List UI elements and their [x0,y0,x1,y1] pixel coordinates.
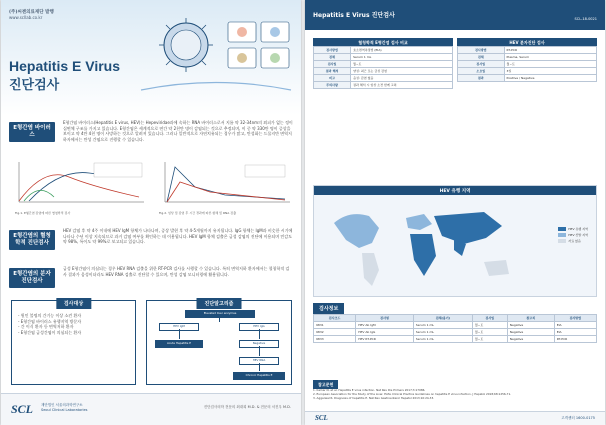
world-map [324,198,524,293]
target-item: - 간 이식 환자 등 면역저하 환자 [18,324,74,329]
row-label: 비고 [314,75,351,82]
page2-scl-logo: SCL [315,414,328,422]
legend-swatch [558,233,566,237]
references-list [313,389,597,400]
footer-org [41,403,88,413]
legend-label: HEV 유행 지역 [568,227,588,231]
row-value: 양성: 최근 또는 급성 감염 [351,68,453,75]
row-label: 주의사항 [314,82,351,89]
section-text-virus: E형간염 바이러스(Hepatitis E virus, HEV)는 Hepeviridae과에 속하는 RNA 바이러스로서 지름 약 32-34nm의 외피가 없는 정이십면체 구조를 가지고 있습니다. E형간염은 세계적으로 연간 약 2천만 명이 감염되는 것으로 추정되며, 이 중 약 330만 명이 증상을 보이고 약 4만 4천 명이 사망하는 것으로 알려져 있습니다. 그러나 일반적으로 자연치유되는 경우가 많고, 만성화는 드물지만 면역저하자에서는 만성 간염으로 진행할 수 있습니다. [63,120,293,142]
figure-2-chart [155,157,295,209]
target-box-title: 검사대상 [56,298,91,309]
target-item: - 원인 불명의 간기능 이상 소견 환자 [18,313,82,318]
row-value: 3일 [504,68,596,75]
table-molecular-title: HEV 분자진단 검사 [457,38,597,47]
figure-area [9,157,293,219]
row-label: 검사방법 [314,47,351,54]
publisher-name: (주)씨젠의료재단 발행 [9,10,54,15]
table-row [458,75,597,82]
table-row [458,61,597,68]
footer-org-en: Seoul Clinical Laboratories [41,408,88,412]
cell: HEV RT-PCR [356,336,414,343]
table-row [314,75,453,82]
cell: HEV Ab IgM [356,322,414,329]
row-label: 결과 해석 [314,68,351,75]
cell: Serum 1 mL [413,329,472,336]
column-header: 검사코드 [314,315,356,322]
section-tag-serology: E형간염의 혈청학적 진단검사 [9,230,55,250]
reference-item: 1. Kamar N, et al. Hepatitis E virus infection. Nat Rev Dis Primers 2017;3:17086. [313,388,426,392]
target-list [18,313,81,335]
footer-org-ko: 재단법인 서울의과학연구소 [41,403,83,407]
row-value: 음성: 감염 없음 [351,75,453,82]
world-map-box [313,185,597,297]
virus-illustration [136,10,296,100]
column-header: 참고치 [507,315,554,322]
cell: 9833 [314,336,356,343]
row-value: 결과 해석 시 임상 소견 함께 고려 [351,82,453,89]
section-tag-molecular: E형간염의 분자진단검사 [9,268,55,288]
flow-connector [179,329,180,339]
legend-swatch [558,239,566,243]
legend-swatch [558,227,566,231]
target-item: - E형간염 바이러스 유행지역 방문자 [18,318,82,324]
references-title: 참고문헌 [313,380,338,389]
column-header: 검체(용기) [413,315,472,322]
target-box [11,300,136,385]
table-serology [313,46,453,89]
figure-1-chart [9,157,149,209]
cell: 월~토 [472,329,507,336]
cell: 월~토 [472,322,507,329]
cell: HEV Ab IgG [356,329,414,336]
flow-node-acute: Acute Hepatitis E [155,340,203,348]
target-item: - E형간염 급성간염이 의심되는 환자 [18,329,82,335]
exam-info-table [313,314,597,343]
page2-phone: 고객센터 1600-0175 [561,416,595,420]
table-row [458,47,597,54]
exam-info-title: 검사정보 [313,303,344,314]
page-back [305,0,605,425]
section-text-serology: HEV 감염 후 약 4주 이내에 HEV IgM 항체가 나타나며, 증상 발현 후 약 4-5개월까지 유지됩니다. IgG 항체는 IgM과 비슷한 시기에 나타나 수년 이상 지속되므로 과거 감염 여부를 확인하는 데 이용됩니다. HEV IgM 항체 검출은 급성 감염의 진단에 이용되며 민감도 약 98%, 특이도 약 99%로 보고되고 있습니다. [63,228,293,244]
row-value: 효소면역측정법 (EIA) [351,47,453,54]
table-row [458,54,597,61]
row-value: Serum 1 mL [351,54,453,61]
row-label: 결과 [458,75,505,82]
scl-logo: SCL [11,402,34,416]
reference-item: 2. European Association for the Study of the Liver. EASL Clinical Practice Guidelines on hepatitis E virus infection. J Hepatol 2018;68:1256-71. [313,391,512,396]
cell: Serum 1 mL [413,322,472,329]
table-molecular [457,46,597,82]
algorithm-box-title: 진단알고리즘 [197,298,242,309]
page-front [1,0,301,425]
flow-connector [259,329,260,339]
table-row [314,322,597,329]
title-english: Hepatitis E Virus [9,58,121,74]
flow-node-igm: HEV IgM [159,323,199,331]
cell: 9831 [314,322,356,329]
section-text-molecular: 급성 E형간염이 의심되는 경우 HEV RNA 검출을 위한 RT-PCR 검사를 시행할 수 있습니다. 특히 면역저하 환자에서는 혈청학적 검사 결과가 음성이더라도 HEV RNA 검출로 진단할 수 있으며, 만성 감염 모니터링에 활용됩니다. [63,266,290,277]
map-title: HEV 유행 지역 [314,186,596,195]
section-tag-virus: E형간염 바이러스 [9,122,55,142]
table-row [314,54,453,61]
table-row [314,47,453,54]
figure-1-caption: Fig.1. E형간염 감염에 따른 혈청학적 검사 [15,211,71,215]
cell: Negative [507,336,554,343]
flow-node-rna: HEV RNA [239,357,279,365]
cell: RT-PCR [554,336,596,343]
table-row [314,336,597,343]
title-korean: 진단검사 [9,78,60,93]
flow-node-start: Elevated liver enzymes [185,310,255,318]
table-row [314,61,453,68]
flow-connector [259,346,260,356]
reference-item: 3. Aggarwal R. Diagnosis of hepatitis E. Nat Rev Gastroenterol Hepatol 2013;10:24-33. [313,395,435,400]
cell: EIA [554,322,596,329]
row-label: 검체 [458,54,505,61]
table-serology-title: 혈청학적 E형간염 검사 비교 [313,38,453,47]
row-label: 검사일 [314,61,351,68]
legend-label: HEV 산발 지역 [568,233,588,237]
footer-authors: 진단검사의학 전문의 최대희 M.D. & 전문의 서진우 M.D. [203,405,291,409]
row-value: 월~토 [351,61,453,68]
figure-2-caption: Fig.2. 임상 및 감염 후 시간 경과에 따른 항체 및 RNA 검출 [159,211,237,215]
legend-label: 자료 없음 [568,239,581,243]
row-label: 소요일 [458,68,505,75]
cell: Serum 1 mL [413,336,472,343]
table-row [314,82,453,89]
cell: Negative [507,322,554,329]
table-row [458,68,597,75]
cell: EIA [554,329,596,336]
cell: Negative [507,329,554,336]
table-header-row [314,315,597,322]
row-value: Plasma, Serum [504,54,596,61]
footer [1,393,301,425]
column-header: 검사방법 [554,315,596,322]
row-value: Positive / Negative [504,75,596,82]
cell: 월~토 [472,336,507,343]
row-value: 월~토 [504,61,596,68]
row-label: 검체 [314,54,351,61]
flow-node-igg: HEV IgG [239,323,279,331]
page2-title: Hepatitis E Virus 진단검사 [313,12,395,19]
flow-connector [259,363,260,371]
page2-header [305,0,605,30]
row-label: 검사방법 [458,47,505,54]
column-header: 검사명 [356,315,414,322]
legend-item [558,238,588,244]
flow-node-chronic: Chronic Hepatitis E [233,372,285,380]
column-header: 검사일 [472,315,507,322]
row-label: 검사일 [458,61,505,68]
doc-number: SCL-18-0021 [574,17,597,21]
table-row [314,329,597,336]
flow-node-negative: Negative [239,340,279,348]
flow-connector [219,316,220,322]
map-legend [558,226,588,244]
page2-footer [305,411,605,425]
cell: 9832 [314,329,356,336]
row-value: RT-PCR [504,47,596,54]
publisher-url[interactable]: www.scllab.co.kr [9,15,43,20]
table-row [314,68,453,75]
algorithm-box [146,300,292,385]
